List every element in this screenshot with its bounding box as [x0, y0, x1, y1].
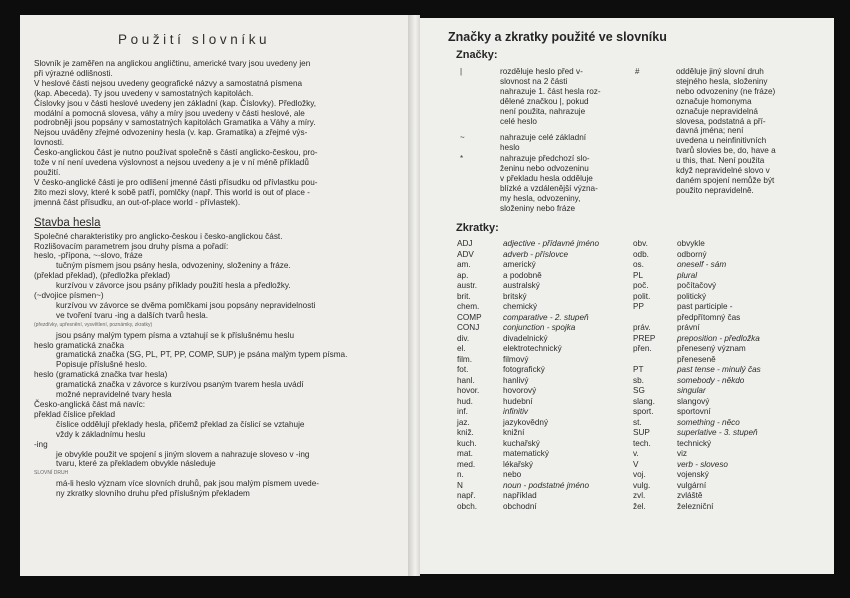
abbreviation: přen. — [633, 344, 652, 353]
abbreviation-row-right — [633, 502, 833, 512]
abbreviation-row-right — [633, 460, 833, 470]
abbreviation-meaning: conjunction - spojka — [503, 323, 576, 332]
abbreviation-row-right — [633, 418, 833, 428]
abbreviation-row-left — [457, 302, 657, 312]
mark-symbol: # — [635, 67, 640, 76]
abbreviation-meaning: vojenský — [677, 470, 709, 479]
abbreviation-meaning: superlative - 3. stupeň — [677, 428, 758, 437]
abbreviation-meaning: knižní — [503, 428, 525, 437]
text-line: Nejsou uváděny zřejmé odvozeniny hesla (v. kap. Gramatika) a zřejmé výs- — [34, 128, 308, 138]
abbreviation-meaning: elektrotechnický — [503, 344, 562, 353]
text-line: použití. — [34, 167, 61, 177]
abbreviation-meaning: filmový — [503, 354, 529, 364]
abbreviation-row-left — [457, 365, 657, 375]
abbreviation: ap. — [457, 270, 469, 280]
abbreviation-meaning: past participle - — [677, 302, 733, 311]
text-line: ve tvoření tvaru -ing a dalších tvarů hesla. — [56, 310, 209, 320]
abbreviation-meaning: infinitiv — [503, 407, 529, 416]
text-line: -ing — [34, 439, 48, 449]
text-line: tože v ní není uvedena výslovnost a nejsou uvedeny a je v ní méně příkladů — [34, 158, 309, 168]
book-spine — [408, 15, 420, 576]
abbreviation: inf. — [457, 407, 468, 416]
abbreviation-row-right — [633, 439, 833, 449]
abbreviation: film. — [457, 354, 473, 364]
abbreviation-meaning: americký — [503, 260, 536, 269]
abbreviation: N — [457, 480, 463, 490]
abbreviation: austr. — [457, 281, 478, 290]
abbreviation-meaning: past tense - minulý čas — [677, 365, 761, 374]
text-line: SLOVNÍ DRUH — [34, 470, 69, 477]
abbreviation-row-left — [457, 344, 657, 354]
abbreviation: SUP — [633, 428, 650, 437]
abbreviation: polit. — [633, 291, 651, 301]
abbreviation-meaning: lékařský — [503, 459, 534, 469]
text-line: Popisuje příslušné heslo. — [56, 360, 148, 370]
text-line: překlad číslice překlad — [34, 409, 116, 419]
abbreviation: sb. — [633, 375, 644, 385]
abbreviation: COMP — [457, 312, 482, 322]
abbreviation-row-left — [457, 386, 657, 396]
abbreviation-row-left — [457, 271, 657, 281]
text-line: lovnosti. — [34, 138, 65, 148]
abbreviation-row-right — [633, 376, 833, 386]
text-line: tvaru, které za překladem obvykle následuje — [56, 459, 216, 469]
abbreviation-row-left — [457, 407, 657, 417]
abbreviation-meaning: australský — [503, 281, 540, 290]
abbreviation-row-right — [633, 491, 833, 501]
abbreviation-row-left — [457, 313, 657, 323]
abbreviation-meaning: kuchařský — [503, 438, 540, 448]
text-line: možné nepravidelné tvary hesla — [56, 390, 172, 400]
abbreviation-meaning: železniční — [677, 501, 714, 511]
abbreviation: v. — [633, 449, 639, 458]
abbreviation-meaning: právní — [677, 323, 700, 332]
abbreviation: PT — [633, 365, 644, 374]
abbreviation-row-left — [457, 239, 657, 249]
abbreviation-row-left — [457, 281, 657, 291]
abbreviation: např. — [457, 491, 476, 500]
abbreviation-row-right — [633, 260, 833, 270]
text-line: Česko-anglická část má navíc: — [34, 400, 146, 409]
abbreviation-meaning: adverb - příslovce — [503, 249, 569, 259]
abbreviation-row-left — [457, 397, 657, 407]
abbreviation-meaning: technický — [677, 438, 712, 448]
abbreviation-meaning: hovorový — [503, 386, 537, 395]
abbreviation-row-right — [633, 365, 833, 375]
abbreviation-meaning: například — [503, 491, 537, 500]
abbreviation: odb. — [633, 249, 649, 259]
abbreviation: tech. — [633, 438, 651, 448]
mark-symbol: * — [460, 154, 464, 163]
abbreviation-meaning: preposition - předložka — [677, 333, 760, 343]
abbreviation-meaning: viz — [677, 449, 688, 458]
abbreviation-row-right — [633, 281, 833, 291]
abbreviation: am. — [457, 260, 471, 269]
text-line: (přezdívky, upřesnění, vysvětlení, poznámky, zkratky) — [34, 321, 153, 328]
abbreviation-row-right — [633, 302, 833, 312]
abbreviation-meaning: sportovní — [677, 407, 711, 416]
abbreviation-meaning: noun - podstatné jméno — [503, 480, 590, 490]
abbreviation-meaning: singular — [677, 386, 706, 395]
abbreviation: zvl. — [633, 491, 646, 500]
abbreviations-heading: Zkratky: — [456, 222, 499, 234]
abbreviation: chem. — [457, 302, 480, 311]
abbreviation-row-right — [633, 428, 833, 438]
abbreviation-meaning: hudební — [503, 396, 533, 406]
text-line: žito mezi slovy, které k sobě patří, pomlčky (např. This world is out of place - — [34, 187, 310, 197]
left-page-body — [34, 59, 400, 499]
abbreviation-meaning: britský — [503, 291, 527, 301]
text-line: kurzívou vv závorce se dvěma pomlčkami jsou popsány nepravidelnosti — [56, 300, 316, 310]
abbreviation-row-right — [633, 355, 833, 365]
text-line: V heslové části nejsou uvedeny geografické názvy a samostatná písmena — [34, 78, 303, 88]
text-line: jmenná část přísudku, an out-of-place world - přívlastek). — [34, 197, 241, 207]
abbreviation: SG — [633, 386, 645, 395]
text-line: (~dvojice písmen~) — [34, 291, 104, 301]
abbreviation: CONJ — [457, 323, 480, 332]
abbreviation: žel. — [633, 501, 646, 511]
text-line: heslo (gramatická značka tvar hesla) — [34, 370, 168, 380]
abbreviation: kuch. — [457, 438, 477, 448]
abbreviation: el. — [457, 344, 466, 353]
abbreviation-meaning: plural — [677, 270, 698, 280]
abbreviation: hud. — [457, 396, 473, 406]
abbreviation-meaning: something - něco — [677, 417, 740, 427]
text-line: Číslovky jsou v části heslové uvedeny jen základní (kap. Číslovky). Předložky, — [34, 98, 316, 108]
abbreviation: obv. — [633, 239, 648, 248]
abbreviation: hovor. — [457, 386, 480, 395]
abbreviation-row-left — [457, 260, 657, 270]
abbreviation-row-left — [457, 428, 657, 438]
text-line: (překlad překlad), (předložka překlad) — [34, 271, 171, 281]
abbreviation: fot. — [457, 365, 469, 374]
text-line: (kap. Abeceda). Ty jsou uvedeny v samostatných kapitolách. — [34, 88, 254, 98]
text-line: tučným písmem jsou psány hesla, odvozeniny, složeniny a fráze. — [56, 261, 291, 271]
abbreviation-row-right — [633, 271, 833, 281]
abbreviation-row-left — [457, 491, 657, 501]
abbreviation: brit. — [457, 291, 471, 301]
abbreviation-row-left — [457, 449, 657, 459]
text-line: jsou psány malým typem písma a vztahují se k příslušnému heslu — [56, 330, 294, 340]
text-line: heslo gramatická značka — [34, 340, 125, 350]
abbreviation: kniž. — [457, 428, 474, 437]
abbreviation-row-right — [633, 386, 833, 396]
abbreviation-meaning: politický — [677, 291, 707, 301]
abbreviation-meaning: hanlivý — [503, 375, 529, 385]
text-line: Slovník je zaměřen na anglickou angličtinu, americké tvary jsou uvedeny jen — [34, 59, 311, 68]
abbreviation-meaning: comparative - 2. stupeň — [503, 312, 589, 322]
abbreviation-row-left — [457, 470, 657, 480]
text-line: Společné charakteristiky pro anglicko-českou i česko-anglickou část. — [34, 231, 283, 241]
abbreviation-meaning: předpřítomný čas — [677, 312, 741, 322]
section-heading: Stavba hesla — [34, 216, 101, 229]
abbreviation: med. — [457, 459, 476, 469]
abbreviation-row-right — [633, 313, 833, 323]
abbreviation: poč. — [633, 281, 649, 290]
abbreviation-meaning: přeneseně — [677, 354, 716, 364]
text-line: ny zkratky slovního druhu před příslušným překladem — [56, 489, 250, 499]
abbreviation-row-left — [457, 355, 657, 365]
abbreviation-row-left — [457, 460, 657, 470]
text-line: gramatická značka (SG, PL, PT, PP, COMP, SUP) je psána malým typem písma. — [56, 350, 348, 360]
text-line: gramatická značka v závorce s kurzívou psaným tvarem hesla uvádí — [56, 380, 304, 390]
abbreviation-meaning: matematický — [503, 449, 549, 458]
abbreviation: PP — [633, 302, 644, 311]
abbreviation-row-right — [633, 292, 833, 302]
abbreviation: div. — [457, 333, 470, 343]
abbreviation: ADV — [457, 249, 474, 259]
abbreviation: hanl. — [457, 375, 475, 385]
mark-description: nahrazuje celé základní heslo — [500, 133, 587, 152]
abbreviation-row-right — [633, 481, 833, 491]
abbreviation-row-left — [457, 334, 657, 344]
left-page-title: Použití slovníku — [118, 32, 271, 47]
abbreviation-meaning: jazykovědný — [503, 417, 549, 427]
text-line: je obvykle použit ve spojení s jiným slovem a nahrazuje sloveso v -ing — [56, 449, 310, 459]
abbreviation-meaning: obvykle — [677, 239, 705, 248]
abbreviation-row-right — [633, 407, 833, 417]
text-line: při výrazné odlišnosti. — [34, 68, 113, 78]
mark-description: odděluje jiný slovní druh stejného hesla, složeniny nebo odvozeniny (ne fráze) označuje homonyma označuje nepravidelná slovesa, podstatná a pří- davná jména; není uvedena u neinfinitivních tvarů slovies be, do, have a u this, that. Není použita když nepravidelné slovo v daném spojení nemůže být použito nepravidelně. — [676, 67, 776, 195]
abbreviation-row-left — [457, 292, 657, 302]
abbreviation-meaning: chemický — [503, 302, 538, 311]
abbreviation: slang. — [633, 396, 655, 406]
abbreviation: vulg. — [633, 480, 651, 490]
abbreviation-row-left — [457, 418, 657, 428]
abbreviation-row-right — [633, 449, 833, 459]
text-line: kurzívou v závorce jsou psány příklady použití hesla a předložky. — [56, 281, 291, 291]
right-page-title: Značky a zkratky použité ve slovníku — [448, 30, 667, 44]
text-line: modální a pomocná slovesa, váhy a míry jsou uvedeny v části heslové, ale — [34, 108, 305, 118]
text-line: číslice oddělují překlady hesla, přičemž překlad za číslicí se vztahuje — [56, 419, 305, 429]
abbreviation: práv. — [633, 323, 651, 332]
abbreviation-meaning: divadelnický — [503, 333, 548, 343]
abbreviation: ADJ — [457, 239, 473, 248]
abbreviation-row-left — [457, 481, 657, 491]
text-line: V česko-anglické části je pro odlišení jmenné části přísudku od přívlastku pou- — [34, 177, 318, 187]
abbreviation-meaning: somebody - někdo — [677, 375, 745, 385]
abbreviation: os. — [633, 260, 644, 269]
abbreviation-row-right — [633, 239, 833, 249]
text-line: Rozlišovacím parametrem jsou druhy písma a pořadí: — [34, 241, 229, 251]
abbreviation-row-right — [633, 334, 833, 344]
abbreviation: mat. — [457, 449, 473, 458]
text-line: má-li heslo význam více slovních druhů, pak jsou malým písmem uvede- — [56, 479, 320, 489]
abbreviation-meaning: odborný — [677, 249, 707, 259]
mark-symbol: ~ — [460, 133, 465, 142]
abbreviation-meaning: počítačový — [677, 281, 717, 290]
abbreviation-row-left — [457, 502, 657, 512]
abbreviation: obch. — [457, 501, 478, 511]
mark-description: rozděluje heslo před v- slovnost na 2 části nahrazuje 1. část hesla roz- dělené značkou |, pokud není použita, nahrazuje celé heslo — [500, 67, 601, 126]
abbreviation-meaning: nebo — [503, 470, 522, 479]
abbreviation-meaning: adjective - přídavné jméno — [503, 239, 600, 248]
abbreviation: st. — [633, 417, 642, 427]
marks-heading: Značky: — [456, 49, 498, 61]
abbreviation-meaning: přenesený význam — [677, 344, 746, 353]
abbreviation-row-right — [633, 250, 833, 260]
abbreviation-meaning: zvláště — [677, 491, 703, 500]
abbreviation-meaning: slangový — [677, 396, 710, 406]
abbreviation-row-left — [457, 439, 657, 449]
mark-symbol: | — [460, 67, 463, 76]
abbreviation-meaning: oneself - sám — [677, 260, 727, 269]
text-line: vždy k základnímu heslu — [56, 429, 146, 439]
abbreviation-meaning: a podobně — [503, 270, 542, 280]
mark-description: nahrazuje předchozí slo- ženinu nebo odvozeninu v překladu hesla odděluje blízké a vzdálenější význa- my hesla, odvozeniny, složeniny nebo fráze — [500, 154, 598, 213]
abbreviation-row-left — [457, 323, 657, 333]
abbreviation-meaning: obchodní — [503, 501, 537, 511]
abbreviation: voj. — [633, 470, 646, 479]
abbreviation-meaning: vulgární — [677, 480, 707, 490]
text-line: heslo, -přípona, ~-slovo, fráze — [34, 251, 143, 261]
abbreviation-row-right — [633, 344, 833, 354]
abbreviation-row-right — [633, 397, 833, 407]
abbreviation-row-left — [457, 250, 657, 260]
abbreviation-meaning: fotografický — [503, 365, 545, 374]
abbreviation-row-left — [457, 376, 657, 386]
text-line: Česko-anglickou část je nutno používat společně s částí anglicko-českou, pro- — [34, 148, 318, 158]
abbreviation-meaning: verb - sloveso — [677, 459, 728, 469]
abbreviation: PREP — [633, 333, 656, 343]
text-line: podrobněji jsou popsány v samostatných kapitolách Gramatika a Váhy a míry. — [34, 118, 316, 128]
abbreviation: jaz. — [457, 417, 470, 427]
abbreviation: n. — [457, 470, 464, 479]
abbreviation: V — [633, 459, 639, 469]
abbreviation: sport. — [633, 407, 654, 416]
abbreviation-row-right — [633, 323, 833, 333]
abbreviation-row-right — [633, 470, 833, 480]
abbreviation: PL — [633, 270, 644, 280]
